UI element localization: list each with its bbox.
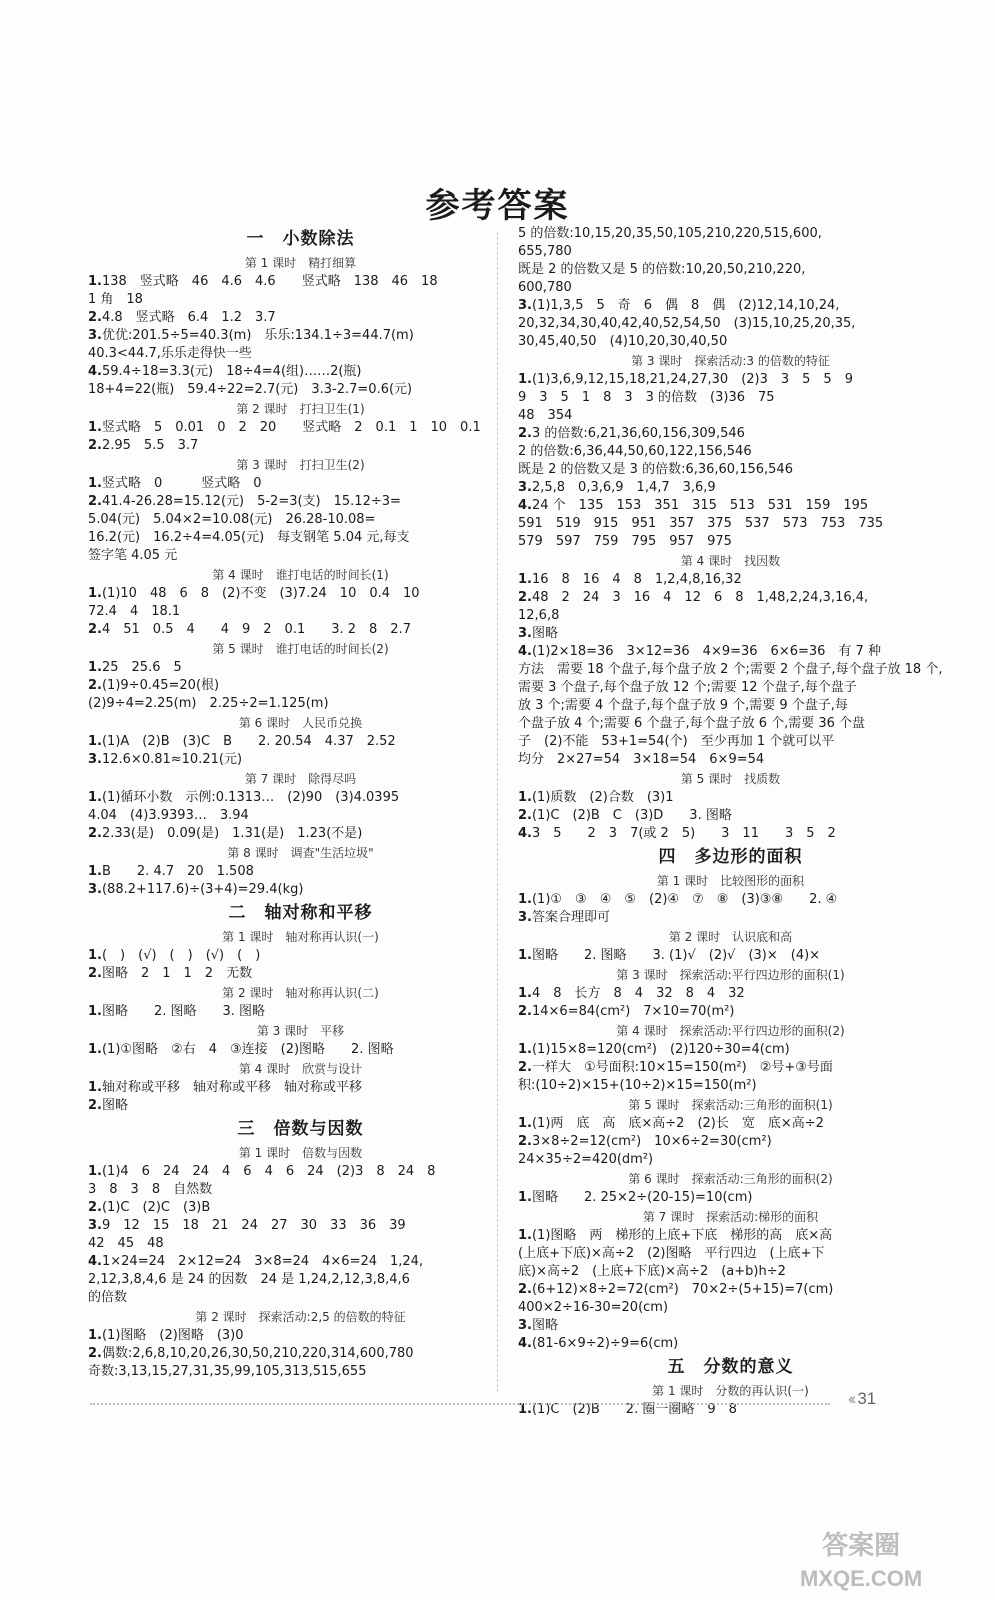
answer-line [518,715,943,733]
watermark-name: 答案圈 [822,1530,901,1560]
answer-text: 3 8 3 8 自然数 [88,1182,213,1197]
answer-text: 16 8 16 4 8 1,2,4,8,16,32 [531,572,742,587]
answer-line [88,363,513,381]
question-number: 3. [518,298,532,313]
question-number: 2. [88,1200,102,1215]
answer-text: (1)两 底 高 底×高÷2 (2)长 宽 底×高÷2 [531,1116,824,1131]
question-number: 1. [88,1080,102,1095]
answer-line [88,751,513,769]
question-number: 1. [88,734,102,749]
answer-text: (1)C (2)B 2. 圈一圈略 9 8 [531,1402,737,1417]
question-number: 1. [88,660,102,675]
answer-text: 签字笔 4.05 元 [88,548,178,563]
answer-text: 24×35÷2=420(dm²) [518,1152,654,1167]
answer-text: 9 12 15 18 21 24 27 30 33 36 39 [101,1218,406,1233]
answer-text: 2 的倍数:6,36,44,50,60,122,156,546 [518,444,752,459]
answer-line [88,1327,513,1345]
answer-text: 25 25.6 5 [101,660,182,675]
answer-text: 591 519 915 951 357 375 537 573 753 735 [518,516,884,531]
question-number: 1. [518,1190,532,1205]
answer-line [518,679,943,697]
answer-text: 图略 [531,626,558,641]
answer-text: 18+4=22(瓶) 59.4÷22=2.7(元) 3.3-2.7=0.6(元) [88,382,413,397]
answer-text: 轴对称或平移 轴对称或平移 轴对称或平移 [101,1080,362,1095]
answer-text: 竖式略 5 0.01 0 2 20 竖式略 2 0.1 1 10 0.1 [101,420,481,435]
answer-text: 579 597 759 795 957 975 [518,534,732,549]
question-number: 1. [88,476,102,491]
answer-line [88,1289,513,1307]
answer-text: (1)2×18=36 3×12=36 4×9=36 6×6=36 有 7 种 [531,644,881,659]
answer-line [88,1345,513,1363]
answer-text: (1)图略 (2)图略 (3)0 [101,1328,244,1343]
lesson-heading: 第 1 课时 比较图形的面积 [656,874,805,888]
answer-text: 138 竖式略 46 4.6 4.6 竖式略 138 46 18 [101,274,438,289]
answer-text: 400×2÷16-30=20(cm) [518,1300,669,1315]
answer-line [518,479,943,497]
answer-line [88,381,513,399]
lesson-heading: 第 8 课时 调查"生活垃圾" [227,846,374,860]
lesson-heading: 第 4 课时 欣赏与设计 [238,1062,363,1076]
answer-text: ( ) (√) ( ) (√) ( ) [101,948,261,963]
answer-text: 竖式略 0 竖式略 0 [101,476,262,491]
question-number: 1. [88,1042,102,1057]
question-number: 2. [88,622,102,637]
answer-line [88,1181,513,1199]
question-number: 1. [88,1328,102,1343]
lesson-heading: 第 1 课时 倍数与因数 [238,1146,363,1160]
answer-line [88,493,513,511]
answer-text: 48 2 24 3 16 4 12 6 8 1,48,2,24,3,16,4, [531,590,869,605]
answer-line [88,345,513,363]
lesson-heading: 第 1 课时 轴对称再认识(一) [222,930,379,944]
lesson-heading: 第 4 课时 找因数 [680,554,781,568]
question-number: 4. [88,364,102,379]
answer-text: 48 354 [518,408,573,423]
answer-text: 答案合理即可 [531,910,610,925]
lesson-heading: 第 7 课时 除得尽吗 [244,772,357,786]
answer-line [88,1199,513,1217]
question-number: 1. [518,1228,532,1243]
lesson-heading: 第 1 课时 分数的再认识(一) [652,1384,809,1398]
lesson-heading: 第 5 课时 找质数 [680,772,781,786]
answer-line [88,603,513,621]
question-number: 4. [518,644,532,659]
answer-line [88,1079,513,1097]
answer-text: (1)C (2)B C (3)D 3. 图略 [531,808,732,823]
question-number: 1. [88,948,102,963]
lesson-heading: 第 6 课时 人民币兑换 [238,716,363,730]
question-number: 1. [518,572,532,587]
answer-text: 奇数:3,13,15,27,31,35,99,105,313,515,655 [88,1364,367,1379]
answer-line [88,1217,513,1235]
question-number: 1. [88,1164,102,1179]
answer-line [518,243,943,261]
answer-line [88,1097,513,1115]
question-number: 2. [518,1282,532,1297]
answer-text: (81-6×9÷2)÷9=6(cm) [531,1336,679,1351]
answer-line [518,1059,943,1077]
question-number: 2. [88,494,102,509]
answer-text: 5 的倍数:10,15,20,35,50,105,210,220,515,600, [518,226,822,241]
answer-text: 2,5,8 0,3,6,9 1,4,7 3,6,9 [531,480,716,495]
answer-line [518,1133,943,1151]
answer-line [88,547,513,565]
answer-text: 3×8÷2=12(cm²) 10×6÷2=30(cm²) [531,1134,772,1149]
question-number: 2. [88,438,102,453]
answer-text: 一样大 ①号面积:10×15=150(m²) ②号+③号面 [531,1060,833,1075]
answer-line [88,511,513,529]
answer-line [518,425,943,443]
question-number: 1. [88,420,102,435]
answer-column-left [88,225,513,1381]
answer-line [88,621,513,639]
answer-line [518,225,943,243]
answer-line [518,1189,943,1207]
answer-line [518,1227,943,1245]
lesson-heading: 第 2 课时 探索活动:2,5 的倍数的特征 [195,1310,406,1324]
answer-text: B 2. 4.7 20 1.508 [101,864,254,879]
lesson-heading: 第 3 课时 探索活动:3 的倍数的特征 [631,354,830,368]
answer-line [518,1115,943,1133]
page-title: 参考答案 [425,186,570,226]
answer-text: 优优:201.5÷5=40.3(m) 乐乐:134.1÷3=44.7(m) [101,328,414,343]
lesson-heading: 第 2 课时 认识底和高 [668,930,793,944]
lesson-heading: 第 2 课时 轴对称再认识(二) [222,986,379,1000]
answer-text: 1 角 18 [88,292,143,307]
question-number: 3. [88,752,102,767]
lesson-heading: 第 3 课时 打扫卫生(2) [236,458,365,472]
answer-line [518,1041,943,1059]
answer-text: 图略 [531,1318,558,1333]
answer-line [88,1271,513,1289]
answer-text: 子 (2)不能 53+1=54(个) 至少再加 1 个就可以平 [518,734,835,749]
answer-text: 72.4 4 18.1 [88,604,181,619]
answer-text: (1)①图略 ②右 4 ③连接 (2)图略 2. 图略 [101,1042,394,1057]
answer-line [518,1335,943,1353]
question-number: 1. [518,948,532,963]
answer-text: 2.95 5.5 3.7 [101,438,199,453]
question-number: 1. [518,1042,532,1057]
answer-line [518,1077,943,1095]
answer-text: 既是 2 的倍数又是 5 的倍数:10,20,50,210,220, [518,262,806,277]
question-number: 1. [518,986,532,1001]
answer-text: 均分 2×27=54 3×18=54 6×9=54 [518,752,765,767]
answer-line [88,789,513,807]
answer-text: 16.2(元) 16.2÷4=4.05(元) 每支钢笔 5.04 元,每支 [88,530,410,545]
answer-text: (1)循环小数 示例:0.1313… (2)90 (3)4.0395 [101,790,400,805]
answer-text: (1)① ③ ④ ⑤ (2)④ ⑦ ⑧ (3)③⑧ 2. ④ [531,892,838,907]
answer-line [518,1263,943,1281]
question-number: 2. [518,426,532,441]
answer-line [518,751,943,769]
answer-text: 4 51 0.5 4 4 9 2 0.1 3. 2 8 2.7 [101,622,411,637]
answer-line [88,695,513,713]
answer-line [518,571,943,589]
chapter-heading: 二 轴对称和平移 [228,903,373,923]
answer-text: (1)图略 两 梯形的上底+下底 梯形的高 底×高 [531,1228,833,1243]
lesson-heading: 第 5 课时 探索活动:三角形的面积(1) [628,1098,833,1112]
answer-text: 方法 需要 18 个盘子,每个盘子放 2 个;需要 2 个盘子,每个盘子放 18 个, [518,662,943,677]
answer-line [518,1299,943,1317]
question-number: 1. [88,586,102,601]
answer-line [518,443,943,461]
chapter-heading: 五 分数的意义 [667,1357,794,1377]
answer-line [518,1151,943,1169]
answer-text: 20,32,34,30,40,42,40,52,54,50 (3)15,10,25,20,35, [518,316,856,331]
answer-text: 9 3 5 1 8 3 3 的倍数 (3)36 75 [518,390,775,405]
answer-line [88,1363,513,1381]
answer-text: 底)×高÷2 (上底+下底)×高÷2 (a+b)h÷2 [518,1264,786,1279]
answer-line [518,589,943,607]
answer-line [518,825,943,843]
answer-text: 既是 2 的倍数又是 3 的倍数:6,36,60,156,546 [518,462,793,477]
question-number: 3. [518,1318,532,1333]
question-number: 2. [88,826,102,841]
chapter-heading: 三 倍数与因数 [237,1119,364,1139]
answer-column-right [518,225,943,1419]
answer-text: 655,780 [518,244,572,259]
answer-line [88,437,513,455]
answer-line [88,1041,513,1059]
answer-line [518,789,943,807]
answer-text: 30,45,40,50 (4)10,20,30,40,50 [518,334,728,349]
answer-line [88,529,513,547]
answer-line [88,807,513,825]
question-number: 1. [88,1004,102,1019]
answer-line [518,461,943,479]
answer-text: 3 5 2 3 7(或 2 5) 3 11 3 5 2 [531,826,836,841]
question-number: 3. [518,626,532,641]
answer-text: (1)10 48 6 8 (2)不变 (3)7.24 10 0.4 10 [101,586,420,601]
footer-dotted-rule [90,1403,830,1405]
lesson-heading: 第 4 课时 谁打电话的时间长(1) [212,568,389,582]
chapter-heading: 四 多边形的面积 [658,847,803,867]
answer-line [518,1245,943,1263]
answer-line [88,1003,513,1021]
question-number: 2. [518,1060,532,1075]
answer-text: (1)A (2)B (3)C B 2. 20.54 4.37 2.52 [101,734,396,749]
question-number: 2. [88,1346,102,1361]
answer-line [88,947,513,965]
question-number: 4. [88,1254,102,1269]
lesson-heading: 第 6 课时 探索活动:三角形的面积(2) [628,1172,833,1186]
answer-line [88,1253,513,1271]
question-number: 4. [518,826,532,841]
column-divider [497,232,498,1392]
page-number [848,1389,876,1409]
answer-line [88,659,513,677]
question-number: 3. [88,1218,102,1233]
answer-line [518,909,943,927]
answer-text: 41.4-26.28=15.12(元) 5-2=3(支) 15.12÷3= [101,494,401,509]
answer-text: (1)3,6,9,12,15,18,21,24,27,30 (2)3 3 5 5 9 [531,372,853,387]
answer-line [518,807,943,825]
answer-text: 2.33(是) 0.09(是) 1.31(是) 1.23(不是) [101,826,363,841]
answer-line [518,297,943,315]
question-number: 1. [88,274,102,289]
answer-text: 12,6,8 [518,608,560,623]
lesson-heading: 第 3 课时 探索活动:平行四边形的面积(1) [616,968,845,982]
answer-text: (1)1,3,5 5 奇 6 偶 8 偶 (2)12,14,10,24, [531,298,840,313]
answer-line [518,985,943,1003]
answer-line [518,389,943,407]
answer-text: (上底+下底)×高÷2 (2)图略 平行四边 (上底+下 [518,1246,825,1261]
lesson-heading: 第 1 课时 精打细算 [244,256,357,270]
answer-line [88,863,513,881]
lesson-heading: 第 5 课时 谁打电话的时间长(2) [212,642,389,656]
answer-line [518,333,943,351]
answer-text: 42 45 48 [88,1236,164,1251]
answer-line [518,643,943,661]
question-number: 1. [518,790,532,805]
watermark-url: MXQE.COM [800,1566,923,1591]
answer-text: (1)C (2)C (3)B [101,1200,211,1215]
answer-line [88,1163,513,1181]
answer-line [518,625,943,643]
answer-text: 的倍数 [88,1290,128,1305]
answer-text: 需要 3 个盘子,每个盘子放 12 个;需要 12 个盘子,每个盘子 [518,680,857,695]
answer-line [518,515,943,533]
answer-line [88,291,513,309]
page-number-value: 31 [857,1389,877,1408]
question-number: 2. [88,310,102,325]
question-number: 1. [518,1402,532,1417]
answer-line [88,419,513,437]
double-chevron-icon: ‹‹ [848,1389,854,1408]
question-number: 2. [518,808,532,823]
answer-text: 2,12,3,8,4,6 是 24 的因数 24 是 1,24,2,12,3,8,4,6 [88,1272,410,1287]
question-number: 4. [518,498,532,513]
answer-line [518,497,943,515]
question-number: 2. [518,1004,532,1019]
answer-line [88,273,513,291]
answer-text: 偶数:2,6,8,10,20,26,30,50,210,220,314,600,780 [101,1346,414,1361]
answer-line [518,1003,943,1021]
lesson-heading: 第 3 课时 平移 [256,1024,345,1038]
answer-line [518,533,943,551]
answer-text: 图略 2. 图略 3. 图略 [101,1004,266,1019]
answer-line [88,309,513,327]
answer-text: 40.3<44.7,乐乐走得快一些 [88,346,252,361]
question-number: 3. [88,882,102,897]
question-number: 1. [88,790,102,805]
answer-line [88,733,513,751]
question-number: 2. [88,1098,102,1113]
answer-text: (2)9÷4=2.25(m) 2.25÷2=1.125(m) [88,696,329,711]
question-number: 2. [518,590,532,605]
answer-line [518,1281,943,1299]
answer-line [518,279,943,297]
answer-line [88,825,513,843]
question-number: 1. [518,372,532,387]
answer-text: 图略 [101,1098,128,1113]
answer-text: 600,780 [518,280,572,295]
question-number: 2. [88,678,102,693]
answer-text: (1)质数 (2)合数 (3)1 [531,790,674,805]
answer-text: 3 的倍数:6,21,36,60,156,309,546 [531,426,745,441]
answer-line [88,585,513,603]
answer-text: 24 个 135 153 351 315 513 531 159 195 [531,498,869,513]
answer-line [88,881,513,899]
answer-line [88,475,513,493]
answer-line [88,1235,513,1253]
answer-text: 5.04(元) 5.04×2=10.08(元) 26.28-10.08= [88,512,376,527]
answer-line [518,1317,943,1335]
question-number: 3. [518,480,532,495]
lesson-heading: 第 2 课时 打扫卫生(1) [236,402,365,416]
answer-text: 图略 2. 图略 3. (1)√ (2)√ (3)× (4)× [531,948,821,963]
answer-text: 12.6×0.81≈10.21(元) [101,752,243,767]
answer-line [88,327,513,345]
lesson-heading: 第 4 课时 探索活动:平行四边形的面积(2) [616,1024,845,1038]
answer-line [518,607,943,625]
answer-text: 图略 2. 25×2÷(20-15)=10(cm) [531,1190,753,1205]
answer-text: 4.04 (4)3.9393… 3.94 [88,808,249,823]
answer-text: 4.8 竖式略 6.4 1.2 3.7 [101,310,276,325]
answer-line [518,697,943,715]
watermark-logo [800,1528,922,1596]
answer-line [88,965,513,983]
question-number: 4. [518,1336,532,1351]
question-number: 3. [518,910,532,925]
answer-text: 积:(10÷2)×15+(10÷2)×15=150(m²) [518,1078,757,1093]
answer-line [88,677,513,695]
question-number: 2. [88,966,102,981]
question-number: 1. [518,1116,532,1131]
answer-line [518,261,943,279]
answer-text: (6+12)×8÷2=72(cm²) 70×2÷(5+15)=7(cm) [531,1282,834,1297]
answer-line [518,371,943,389]
answer-text: (88.2+117.6)÷(3+4)=29.4(kg) [101,882,304,897]
chapter-heading: 一 小数除法 [246,229,355,249]
answer-text: 个盘子放 4 个;需要 6 个盘子,每个盘子放 6 个,需要 36 个盘 [518,716,866,731]
answer-line [518,733,943,751]
answer-text: (1)15×8=120(cm²) (2)120÷30=4(cm) [531,1042,790,1057]
question-number: 1. [88,864,102,879]
question-number: 2. [518,1134,532,1149]
answer-text: 14×6=84(cm²) 7×10=70(m²) [531,1004,735,1019]
answer-line [518,947,943,965]
answer-line [518,407,943,425]
answer-text: 1×24=24 2×12=24 3×8=24 4×6=24 1,24, [101,1254,424,1269]
answer-line [518,891,943,909]
lesson-heading: 第 7 课时 探索活动:梯形的面积 [642,1210,819,1224]
question-number: 1. [518,892,532,907]
answer-line [518,315,943,333]
answer-text: (1)4 6 24 24 4 6 4 6 24 (2)3 8 24 8 [101,1164,436,1179]
answer-text: 4 8 长方 8 4 32 8 4 32 [531,986,745,1001]
answer-line [518,661,943,679]
question-number: 3. [88,328,102,343]
answer-text: 放 3 个;需要 4 个盘子,每个盘子放 9 个,需要 9 个盘子,每 [518,698,848,713]
answer-text: 图略 2 1 1 2 无数 [101,966,253,981]
answer-text: (1)9÷0.45=20(根) [101,678,220,693]
answer-text: 59.4÷18=3.3(元) 18÷4=4(组)……2(瓶) [101,364,362,379]
